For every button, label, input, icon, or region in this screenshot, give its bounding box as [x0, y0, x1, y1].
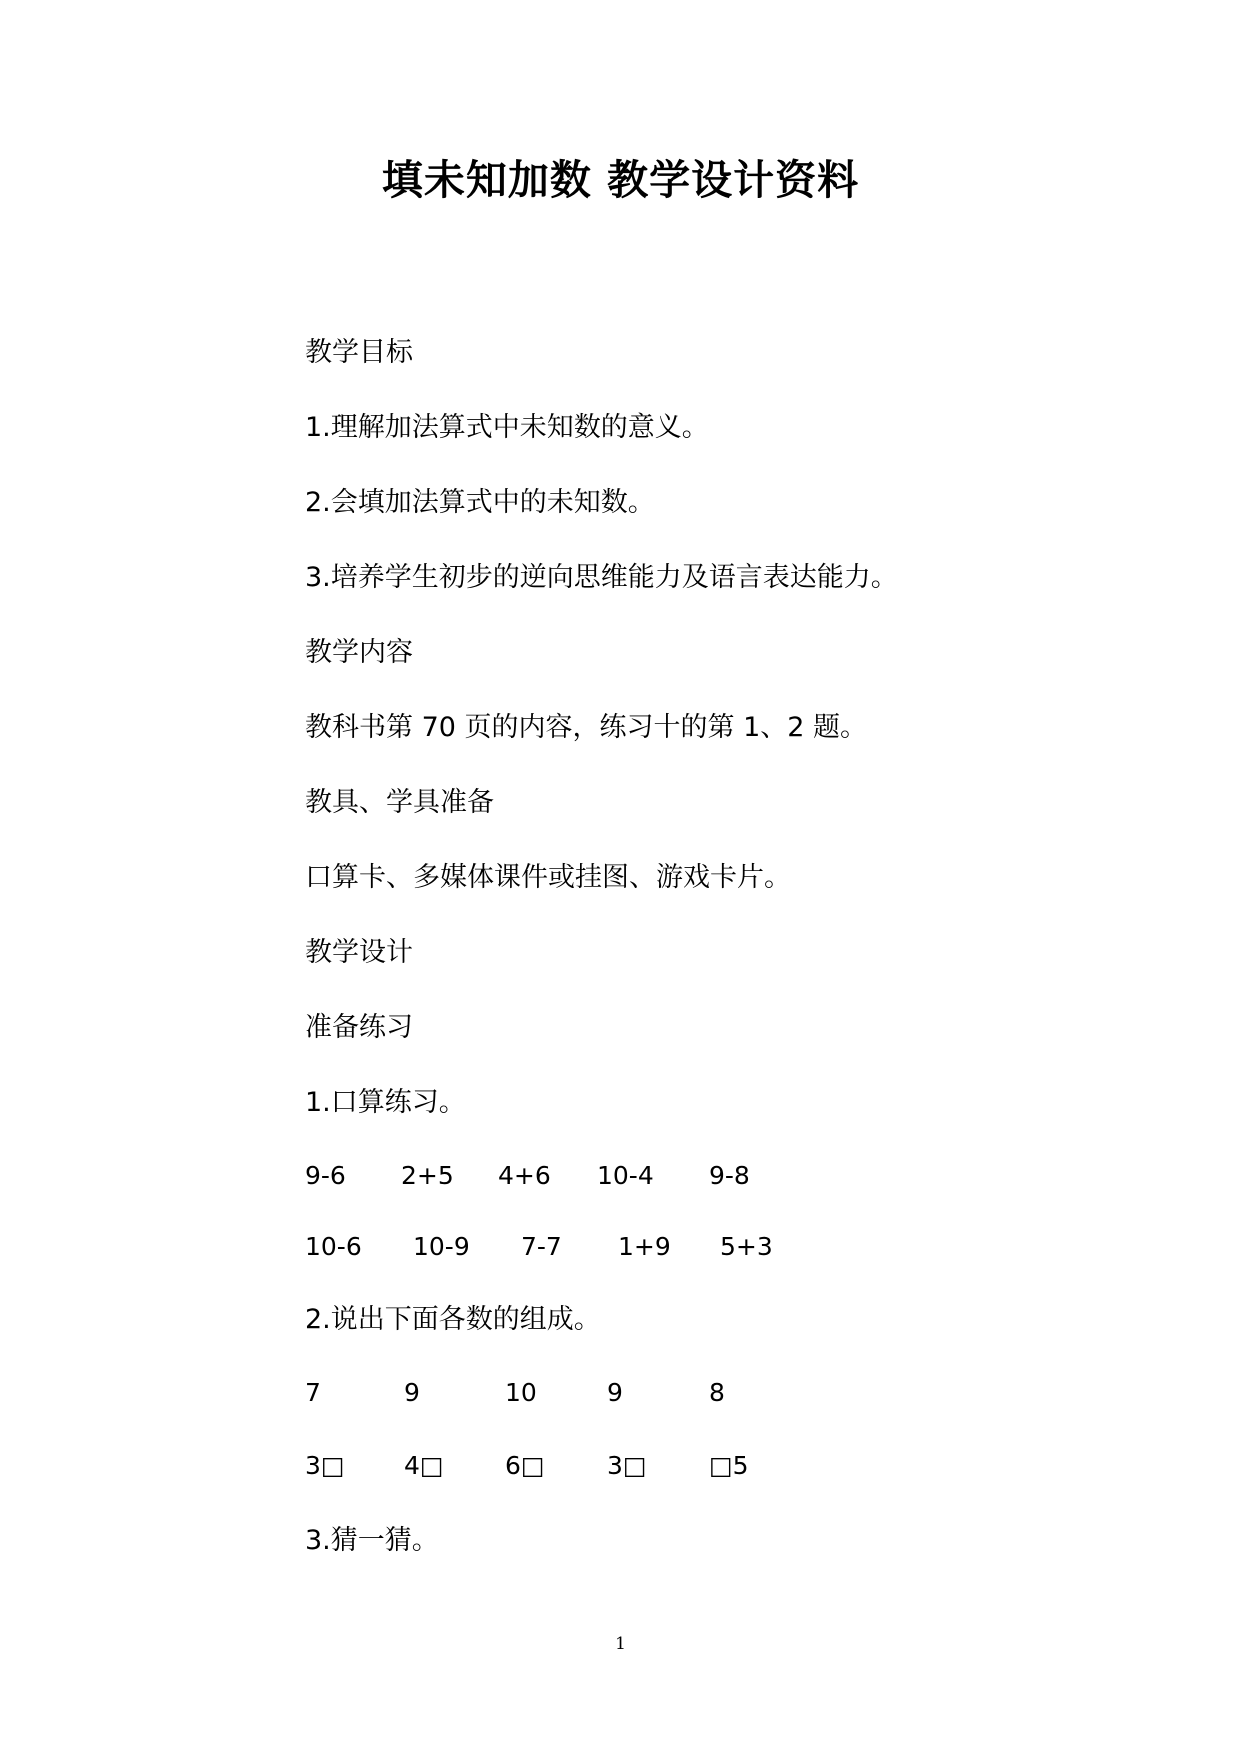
- number-cell: 7: [305, 1378, 321, 1407]
- oral-calc-cell: 9-8: [709, 1161, 750, 1190]
- composition-cell: 4□: [404, 1451, 444, 1480]
- goal-item-3: 3.培养学生初步的逆向思维能力及语言表达能力。: [305, 562, 898, 593]
- practice-item-1: 1.口算练习。: [305, 1087, 466, 1118]
- heading-teaching-content: 教学内容: [305, 637, 413, 668]
- teaching-content-text: 教科书第 70 页的内容，练习十的第 1、2 题。: [305, 712, 868, 743]
- document-title: 填未知加数 教学设计资料: [381, 156, 860, 204]
- oral-calc-cell: 10-9: [413, 1232, 470, 1261]
- heading-preparation-practice: 准备练习: [305, 1012, 413, 1043]
- heading-teaching-goals: 教学目标: [305, 337, 413, 368]
- practice-item-3: 3.猜一猜。: [305, 1525, 439, 1556]
- materials-text: 口算卡、多媒体课件或挂图、游戏卡片。: [305, 862, 791, 893]
- oral-calc-cell: 9-6: [305, 1161, 346, 1190]
- practice-item-2: 2.说出下面各数的组成。: [305, 1304, 601, 1335]
- number-cell: 8: [709, 1378, 725, 1407]
- oral-calc-cell: 1+9: [618, 1232, 671, 1261]
- goal-item-2: 2.会填加法算式中的未知数。: [305, 487, 655, 518]
- composition-cell: 6□: [505, 1451, 545, 1480]
- number-cell: 9: [607, 1378, 623, 1407]
- goal-item-1: 1.理解加法算式中未知数的意义。: [305, 412, 709, 443]
- composition-cell: 3□: [607, 1451, 647, 1480]
- composition-cell: □5: [709, 1451, 749, 1480]
- oral-calc-cell: 2+5: [401, 1161, 454, 1190]
- oral-calc-cell: 7-7: [521, 1232, 562, 1261]
- page-number: 1: [615, 1634, 626, 1654]
- number-cell: 9: [404, 1378, 420, 1407]
- oral-calc-cell: 4+6: [498, 1161, 551, 1190]
- oral-calc-cell: 5+3: [720, 1232, 773, 1261]
- heading-teaching-design: 教学设计: [305, 937, 413, 968]
- oral-calc-cell: 10-6: [305, 1232, 362, 1261]
- heading-materials: 教具、学具准备: [305, 787, 494, 818]
- oral-calc-cell: 10-4: [597, 1161, 654, 1190]
- number-cell: 10: [505, 1378, 537, 1407]
- composition-cell: 3□: [305, 1451, 345, 1480]
